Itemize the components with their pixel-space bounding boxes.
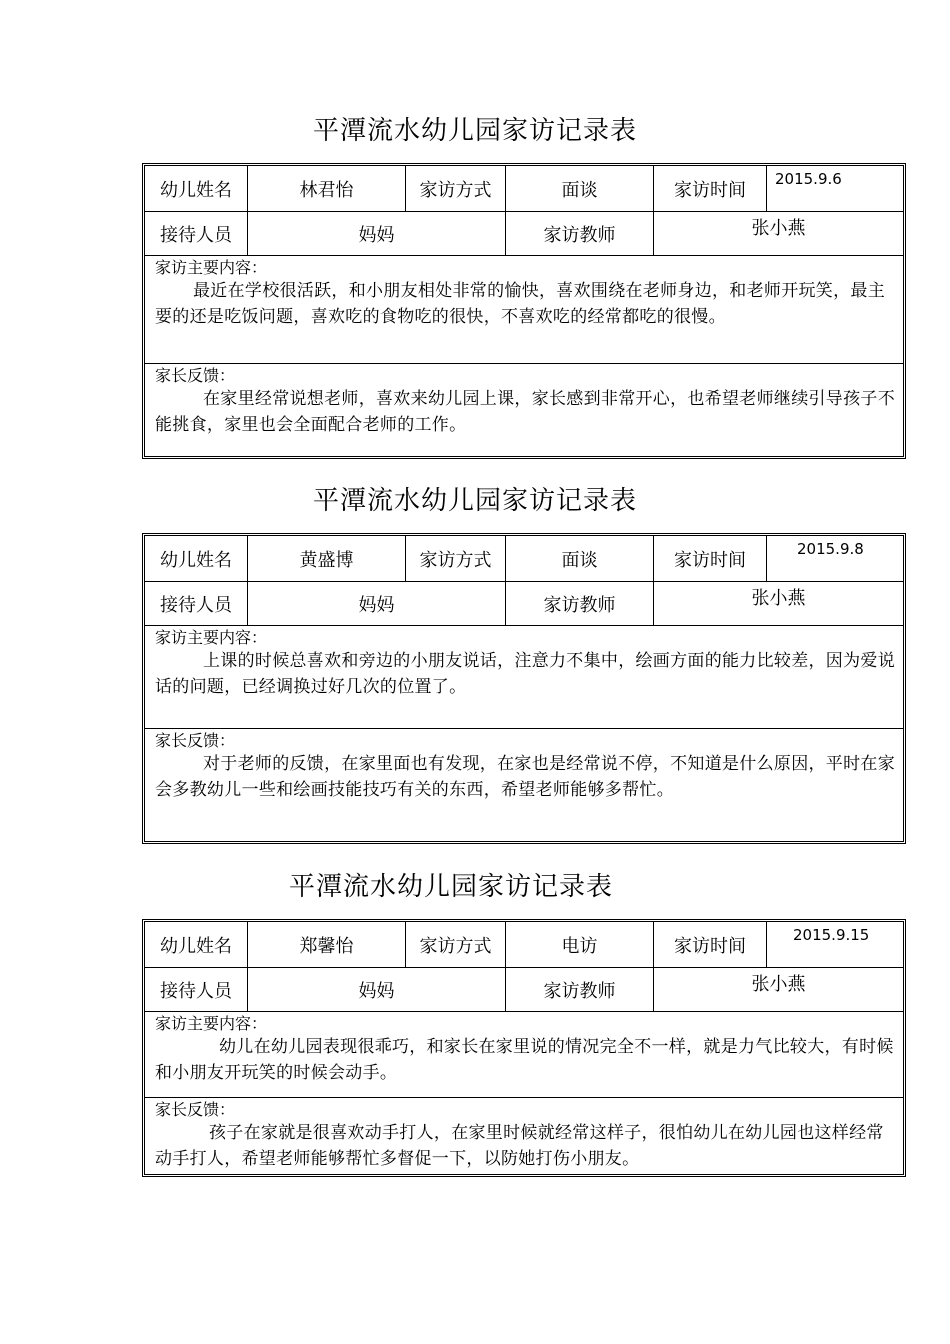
teacher-value: 张小燕 <box>751 974 806 995</box>
visit-time-value: 2015.9.8 <box>797 540 864 558</box>
info-row <box>145 166 903 212</box>
receiver-label: 接待人员 <box>145 212 248 255</box>
visit-content-section <box>145 626 903 729</box>
visit-content-section <box>145 1012 903 1098</box>
visit-method-value: 面谈 <box>506 166 654 211</box>
visit-content-text: 幼儿在幼儿园表现很乖巧，和家长在家里说的情况完全不一样，就是力气比较大，有时候和小朋友开玩笑的时候会动手。 <box>155 1037 894 1083</box>
parent-feedback-text: 对于老师的反馈，在家里面也有发现，在家也是经常说不停，不知道是什么原因，平时在家会多教幼儿一些和绘画技能技巧有关的东西，希望老师能够多帮忙。 <box>155 754 895 800</box>
visit-content-text: 上课的时候总喜欢和旁边的小朋友说话，注意力不集中，绘画方面的能力比较差，因为爱说话的问题，已经调换过好几次的位置了。 <box>155 651 895 697</box>
staff-row <box>145 212 903 256</box>
child-name-label: 幼儿姓名 <box>145 166 248 211</box>
child-name-value: 郑馨怡 <box>248 922 406 967</box>
visit-content-text: 最近在学校很活跃，和小朋友相处非常的愉快，喜欢围绕在老师身边，和老师开玩笑，最主要的还是吃饭问题，喜欢吃的食物吃的很快，不喜欢吃的经常都吃的很慢。 <box>155 281 885 327</box>
teacher-label: 家访教师 <box>506 968 654 1011</box>
receiver-value: 妈妈 <box>248 582 506 625</box>
visit-content-section <box>145 256 903 364</box>
child-name-label: 幼儿姓名 <box>145 922 248 967</box>
teacher-value: 张小燕 <box>751 588 806 609</box>
receiver-value: 妈妈 <box>248 968 506 1011</box>
parent-feedback-section <box>145 1098 903 1174</box>
receiver-label: 接待人员 <box>145 968 248 1011</box>
visit-time-label: 家访时间 <box>654 166 767 211</box>
parent-feedback-section <box>145 729 903 841</box>
record-title: 平潭流水幼儿园家访记录表 <box>312 486 637 516</box>
parent-feedback-label: 家长反馈： <box>155 1100 236 1119</box>
parent-feedback-text: 在家里经常说想老师，喜欢来幼儿园上课，家长感到非常开心，也希望老师继续引导孩子不能挑食，家里也会全面配合老师的工作。 <box>155 389 895 435</box>
parent-feedback-label: 家长反馈： <box>155 731 236 750</box>
staff-row <box>145 968 903 1012</box>
child-name-value: 林君怡 <box>248 166 406 211</box>
info-row <box>145 922 903 968</box>
receiver-label: 接待人员 <box>145 582 248 625</box>
visit-time-value: 2015.9.15 <box>793 926 870 944</box>
visit-time-value: 2015.9.6 <box>775 170 842 188</box>
visit-time-label: 家访时间 <box>654 922 767 967</box>
visit-record-table <box>142 919 906 1177</box>
visit-content-label: 家访主要内容： <box>155 1014 268 1033</box>
record-title: 平潭流水幼儿园家访记录表 <box>312 116 637 146</box>
child-name-label: 幼儿姓名 <box>145 536 248 581</box>
visit-content-label: 家访主要内容： <box>155 628 268 647</box>
visit-record-table <box>142 163 906 459</box>
visit-method-label: 家访方式 <box>406 922 506 967</box>
visit-method-label: 家访方式 <box>406 166 506 211</box>
info-row <box>145 536 903 582</box>
visit-record-table <box>142 533 906 844</box>
child-name-value: 黄盛博 <box>248 536 406 581</box>
parent-feedback-label: 家长反馈： <box>155 366 236 385</box>
visit-method-value: 电访 <box>506 922 654 967</box>
receiver-value: 妈妈 <box>248 212 506 255</box>
teacher-label: 家访教师 <box>506 212 654 255</box>
visit-method-value: 面谈 <box>506 536 654 581</box>
visit-time-label: 家访时间 <box>654 536 767 581</box>
staff-row <box>145 582 903 626</box>
teacher-value: 张小燕 <box>751 218 806 239</box>
record-title: 平潭流水幼儿园家访记录表 <box>288 872 613 902</box>
parent-feedback-text: 孩子在家就是很喜欢动手打人，在家里时候就经常这样子，很怕幼儿在幼儿园也这样经常动手打人，希望老师能够帮忙多督促一下，以防她打伤小朋友。 <box>155 1123 884 1169</box>
visit-method-label: 家访方式 <box>406 536 506 581</box>
teacher-label: 家访教师 <box>506 582 654 625</box>
parent-feedback-section <box>145 364 903 456</box>
visit-content-label: 家访主要内容： <box>155 258 268 277</box>
